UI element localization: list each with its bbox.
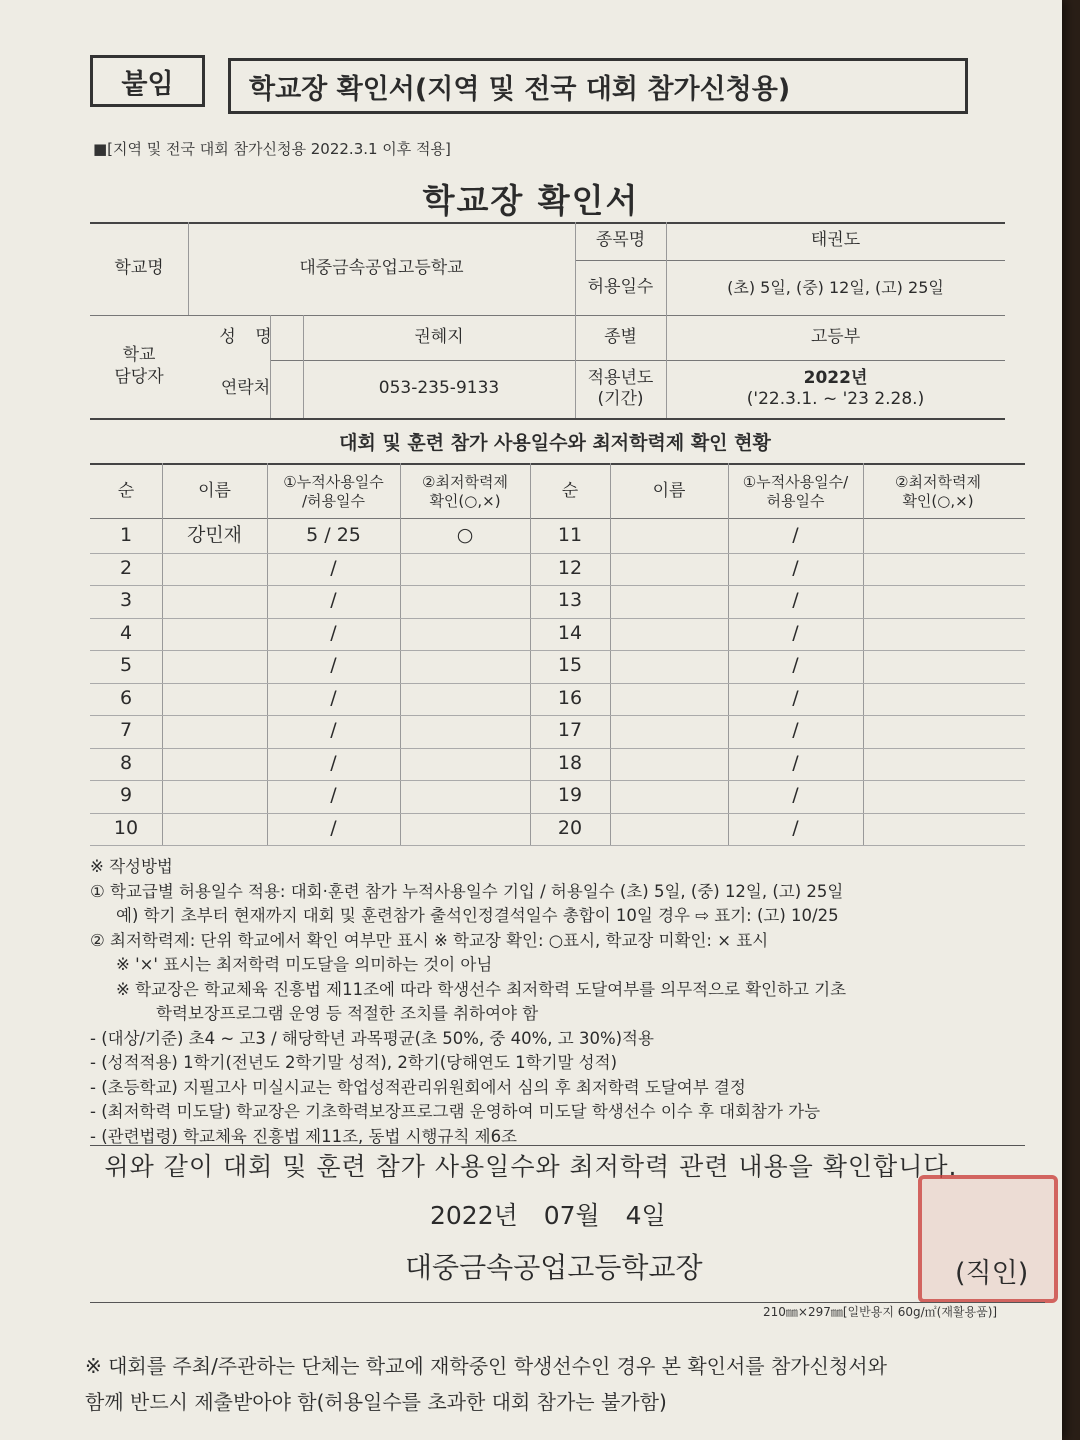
status-cell-name — [162, 618, 267, 651]
confirmation-statement: 위와 같이 대회 및 훈련 참가 사용일수와 최저학력 관련 내용을 확인합니다. — [104, 1152, 958, 1181]
col-header-min-line2: 확인(○,×) — [429, 491, 501, 510]
status-cell-check — [863, 813, 1013, 846]
status-cell-days: / — [330, 686, 337, 709]
status-cell-name — [162, 650, 267, 683]
attachment-tag: 붙임 — [90, 55, 205, 107]
status-cell-no: 20 — [557, 816, 583, 839]
contact-value: 053-235-9133 — [378, 378, 500, 399]
attachment-title: 학교장 확인서(지역 및 전국 대회 참가신청용) — [228, 58, 968, 114]
note-item: - (관련법령) 학교체육 진흥법 제11조, 동법 시행규칙 제6조 — [90, 1126, 517, 1146]
staff-name-label: 성 명 — [219, 326, 272, 347]
note-item: 예) 학기 초부터 현재까지 대회 및 훈련참가 출석인정결석일수 총합이 10일 경우 ⇨ 표기: (고) 10/25 — [116, 906, 839, 925]
note-item: ※ '×' 표시는 최저학력 미도달을 의미하는 것이 아님 — [116, 955, 493, 974]
status-cell-no: 15 — [557, 654, 583, 677]
note-item: ② 최저학력제: 단위 학교에서 확인 여부만 표시 ※ 학교장 확인: ○표시, 학교장 미확인: × 표시 — [90, 930, 769, 950]
status-cell-name — [610, 748, 728, 781]
status-cell-days: / — [792, 816, 799, 839]
note-item: - (성적적용) 1학기(전년도 2학기말 성적), 2학기(당해연도 1학기말 성적) — [90, 1053, 618, 1072]
status-cell-name — [162, 748, 267, 781]
status-cell-check — [863, 780, 1013, 813]
note-item: ※ 학교장은 학교체육 진흥법 제11조에 따라 학생선수 최저학력 도달여부를 의무적으로 확인하고 기초 — [116, 979, 847, 999]
col-header-days — [267, 465, 400, 518]
year-label-line1: 적용년도 — [587, 367, 654, 388]
status-cell-check — [400, 553, 530, 586]
section-title: 대회 및 훈련 참가 사용일수와 최저학력제 확인 현황 — [339, 432, 771, 454]
status-cell-no: 12 — [557, 556, 583, 579]
note-item: - (초등학교) 지필고사 미실시교는 학업성적관리위원회에서 심의 후 최저학력 도달여부 결정 — [90, 1077, 746, 1097]
note-item: - (최저학력 미도달) 학교장은 기초학력보장프로그램 운영하여 미도달 학생선수 이수 후 대회참가 가능 — [90, 1102, 821, 1121]
status-cell-name — [610, 520, 728, 553]
col-header-min-right-line2: 확인(○,×) — [902, 491, 974, 510]
status-cell-check — [400, 780, 530, 813]
status-cell-days: / — [330, 816, 337, 839]
division-label: 종별 — [604, 326, 637, 347]
staff-label — [90, 315, 188, 418]
status-cell-no: 2 — [119, 556, 133, 579]
event-label: 종목명 — [595, 230, 646, 251]
status-cell-check — [400, 585, 530, 618]
status-cell-no: 17 — [557, 719, 583, 742]
division-value: 고등부 — [810, 326, 861, 347]
status-cell-days: / — [330, 751, 337, 774]
status-cell-check — [863, 650, 1013, 683]
status-cell-days: / — [330, 784, 337, 807]
status-header-divider — [90, 518, 1025, 519]
col-header-min — [400, 465, 530, 518]
status-cell-check — [400, 618, 530, 651]
year-value-year: 2022년 — [803, 367, 868, 388]
status-cell-check — [400, 715, 530, 748]
col-header-name-right: 이름 — [652, 480, 686, 501]
col-header-days-line1: ①누적사용일수 — [283, 472, 384, 491]
status-cell-check — [400, 748, 530, 781]
status-cell-days: / — [792, 751, 799, 774]
status-cell-name — [162, 553, 267, 586]
status-cell-no: 4 — [119, 621, 133, 644]
status-cell-days: / — [792, 719, 799, 742]
year-label — [575, 360, 666, 418]
staff-label-line2: 담당자 — [114, 366, 164, 387]
status-cell-name — [610, 553, 728, 586]
col-header-no: 순 — [117, 480, 135, 501]
status-cell-days: / — [330, 589, 337, 612]
date-month: 07월 — [543, 1201, 600, 1230]
col-header-min-right-line1: ②최저학력제 — [895, 472, 981, 491]
year-value-period: ('22.3.1. ~ '23 2.28.) — [746, 389, 925, 409]
year-label-line2: (기간) — [597, 389, 644, 409]
school-name-value: 대중금속공업고등학교 — [299, 257, 464, 278]
status-cell-check — [863, 618, 1013, 651]
status-cell-name — [610, 780, 728, 813]
status-cell-name — [610, 618, 728, 651]
status-cell-name — [610, 585, 728, 618]
status-cell-name — [610, 650, 728, 683]
staff-label-line1: 학교 — [122, 345, 156, 366]
notes-divider — [90, 1145, 1025, 1146]
status-cell-name — [162, 683, 267, 716]
col-header-min-right — [863, 465, 1013, 518]
status-cell-check — [863, 553, 1013, 586]
status-cell-check — [400, 650, 530, 683]
status-cell-days: / — [330, 654, 337, 677]
status-cell-days: / — [792, 784, 799, 807]
status-cell-no: 14 — [557, 621, 583, 644]
status-row-divider — [90, 845, 1025, 846]
event-value: 태권도 — [810, 230, 861, 251]
notes-heading: ※ 작성방법 — [90, 857, 173, 876]
status-cell-days: 5 / 25 — [306, 524, 361, 547]
status-cell-no: 10 — [113, 816, 139, 839]
allowed-days-value: (초) 5일, (중) 12일, (고) 25일 — [727, 277, 944, 297]
col-header-days-right — [728, 465, 863, 518]
principal-name: 대중금속공업고등학교장 — [405, 1251, 703, 1284]
col-header-name: 이름 — [198, 480, 231, 501]
status-cell-days: / — [792, 556, 799, 579]
footnote-line: ※ 대회를 주최/주관하는 단체는 학교에 재학중인 학생선수인 경우 본 확인서를 참가신청서와 — [85, 1354, 887, 1378]
applies-note: ■[지역 및 전국 대회 참가신청용 2022.3.1 이후 적용] — [93, 140, 451, 158]
status-cell-no: 13 — [557, 589, 583, 612]
status-cell-days: / — [792, 589, 799, 612]
status-cell-days: / — [330, 719, 337, 742]
status-cell-name — [162, 715, 267, 748]
col-header-no-right: 순 — [561, 480, 579, 501]
note-item: ① 학교급별 허용일수 적용: 대회·훈련 참가 누적사용일수 기입 / 허용일수 (초) 5일, (중) 12일, (고) 25일 — [90, 881, 844, 901]
status-cell-days: / — [330, 621, 337, 644]
col-header-days-right-line2: 허용일수 — [766, 491, 825, 510]
note-item: - (대상/기준) 초4 ~ 고3 / 해당학년 과목평균(초 50%, 중 40%, 고 30%)적용 — [90, 1028, 654, 1048]
status-cell-no: 11 — [557, 524, 583, 547]
col-header-days-right-line1: ①누적사용일수/ — [742, 472, 849, 491]
status-cell-name — [610, 813, 728, 846]
col-header-days-line2: /허용일수 — [301, 491, 365, 510]
status-cell-no: 6 — [119, 686, 133, 709]
contact-label: 연락처 — [220, 378, 271, 399]
status-cell-check — [863, 715, 1013, 748]
footnote-line: 함께 반드시 제출받아야 함(허용일수를 초과한 대회 참가는 불가함) — [85, 1390, 667, 1414]
info-table-bottom-border — [90, 418, 1005, 420]
status-cell-no: 3 — [119, 589, 133, 612]
allowed-days-label: 허용일수 — [587, 276, 654, 297]
status-cell-check — [863, 585, 1013, 618]
status-cell-check: ○ — [456, 524, 474, 547]
writing-instructions — [90, 855, 1040, 1149]
status-cell-no: 5 — [119, 654, 133, 677]
status-cell-name — [162, 780, 267, 813]
status-cell-no: 9 — [119, 784, 133, 807]
date-day: 4일 — [625, 1201, 666, 1230]
status-cell-name — [162, 585, 267, 618]
status-cell-no: 1 — [119, 524, 133, 547]
document-title: 학교장 확인서 — [422, 181, 640, 220]
status-cell-check — [400, 813, 530, 846]
status-cell-check — [863, 520, 1013, 553]
status-cell-days: / — [792, 654, 799, 677]
footnote — [85, 1348, 887, 1420]
status-cell-no: 16 — [557, 686, 583, 709]
status-cell-name — [610, 715, 728, 748]
school-name-label: 학교명 — [114, 257, 164, 278]
status-cell-check — [863, 748, 1013, 781]
status-cell-days: / — [792, 621, 799, 644]
seal-mark: (직인) — [955, 1258, 1029, 1289]
year-value — [666, 360, 1005, 418]
issue-date — [430, 1196, 666, 1232]
status-cell-name — [162, 813, 267, 846]
status-cell-no: 7 — [119, 719, 133, 742]
status-cell-no: 8 — [119, 751, 133, 774]
col-header-min-line1: ②최저학력제 — [422, 472, 508, 491]
status-cell-days: / — [330, 556, 337, 579]
staff-name-value: 권혜지 — [414, 326, 464, 347]
status-cell-days: / — [792, 524, 799, 547]
paper-size-note: 210㎜×297㎜[일반용지 60g/㎡(재활용품)] — [763, 1305, 998, 1319]
status-cell-name — [610, 683, 728, 716]
date-year: 2022년 — [430, 1201, 518, 1230]
status-cell-no: 18 — [557, 751, 583, 774]
status-cell-check — [400, 683, 530, 716]
status-cell-name: 강민재 — [186, 524, 243, 547]
status-cell-check — [863, 683, 1013, 716]
status-cell-days: / — [792, 686, 799, 709]
note-item: 학력보장프로그램 운영 등 적절한 조치를 취하여야 함 — [156, 1004, 539, 1023]
status-cell-no: 19 — [557, 784, 583, 807]
